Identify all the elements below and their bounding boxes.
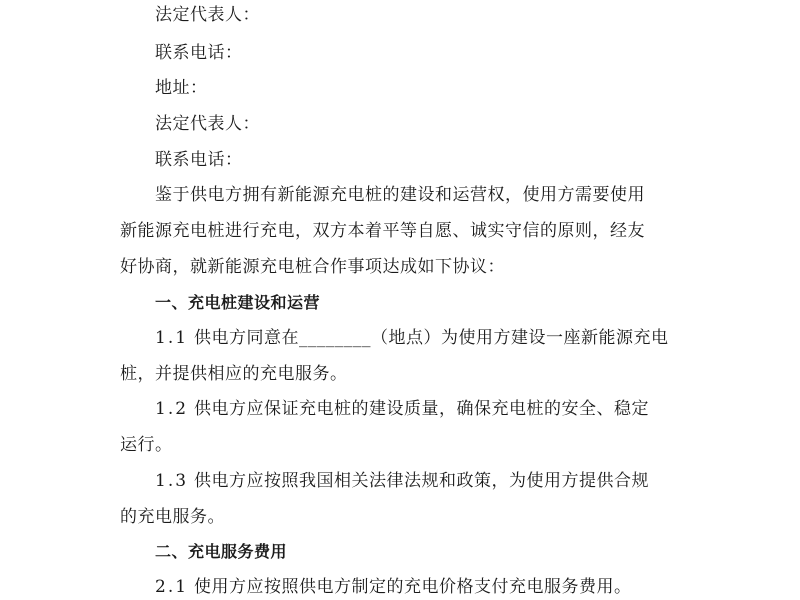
clause-text: 供电方同意在________（地点）为使用方建设一座新能源充电 — [193, 328, 669, 348]
clause-text: 使用方应按照供电方制定的充电价格支付充电服务费用。 — [193, 577, 632, 597]
section-heading: 二、充电服务费用 — [155, 542, 288, 561]
preamble-line: 新能源充电桩进行充电，双方本着平等自愿、诚实守信的原则，经友 — [120, 221, 645, 241]
clause-text: 供电方应保证充电桩的建设质量，确保充电桩的安全、稳定 — [193, 399, 649, 419]
party-field-address: 地址： — [155, 78, 208, 98]
clause-1-2-continuation: 运行。 — [120, 435, 173, 455]
clause-number: 1.1 — [155, 328, 189, 348]
clause-1-3-continuation: 的充电服务。 — [120, 507, 225, 527]
clause-2-1-line — [155, 576, 631, 598]
section-heading: 一、充电桩建设和运营 — [155, 293, 321, 312]
party-field-legal-rep-2: 法定代表人： — [155, 114, 260, 134]
party-field-phone: 联系电话： — [155, 43, 243, 63]
clause-1-2-line — [155, 398, 649, 420]
preamble-line: 鉴于供电方拥有新能源充电桩的建设和运营权，使用方需要使用 — [155, 185, 645, 205]
clause-1-1-line — [155, 327, 668, 349]
clause-text: 供电方应按照我国相关法律法规和政策，为使用方提供合规 — [193, 471, 649, 491]
clause-number: 1.2 — [155, 399, 189, 419]
clause-1-1-continuation: 桩，并提供相应的充电服务。 — [120, 364, 348, 384]
preamble-line: 好协商，就新能源充电桩合作事项达成如下协议： — [120, 257, 505, 277]
clause-1-3-line — [155, 470, 649, 492]
party-field-phone-2: 联系电话： — [155, 150, 243, 170]
clause-number: 1.3 — [155, 471, 189, 491]
clause-number: 2.1 — [155, 577, 189, 597]
party-field-legal-rep: 法定代表人： — [155, 5, 260, 25]
